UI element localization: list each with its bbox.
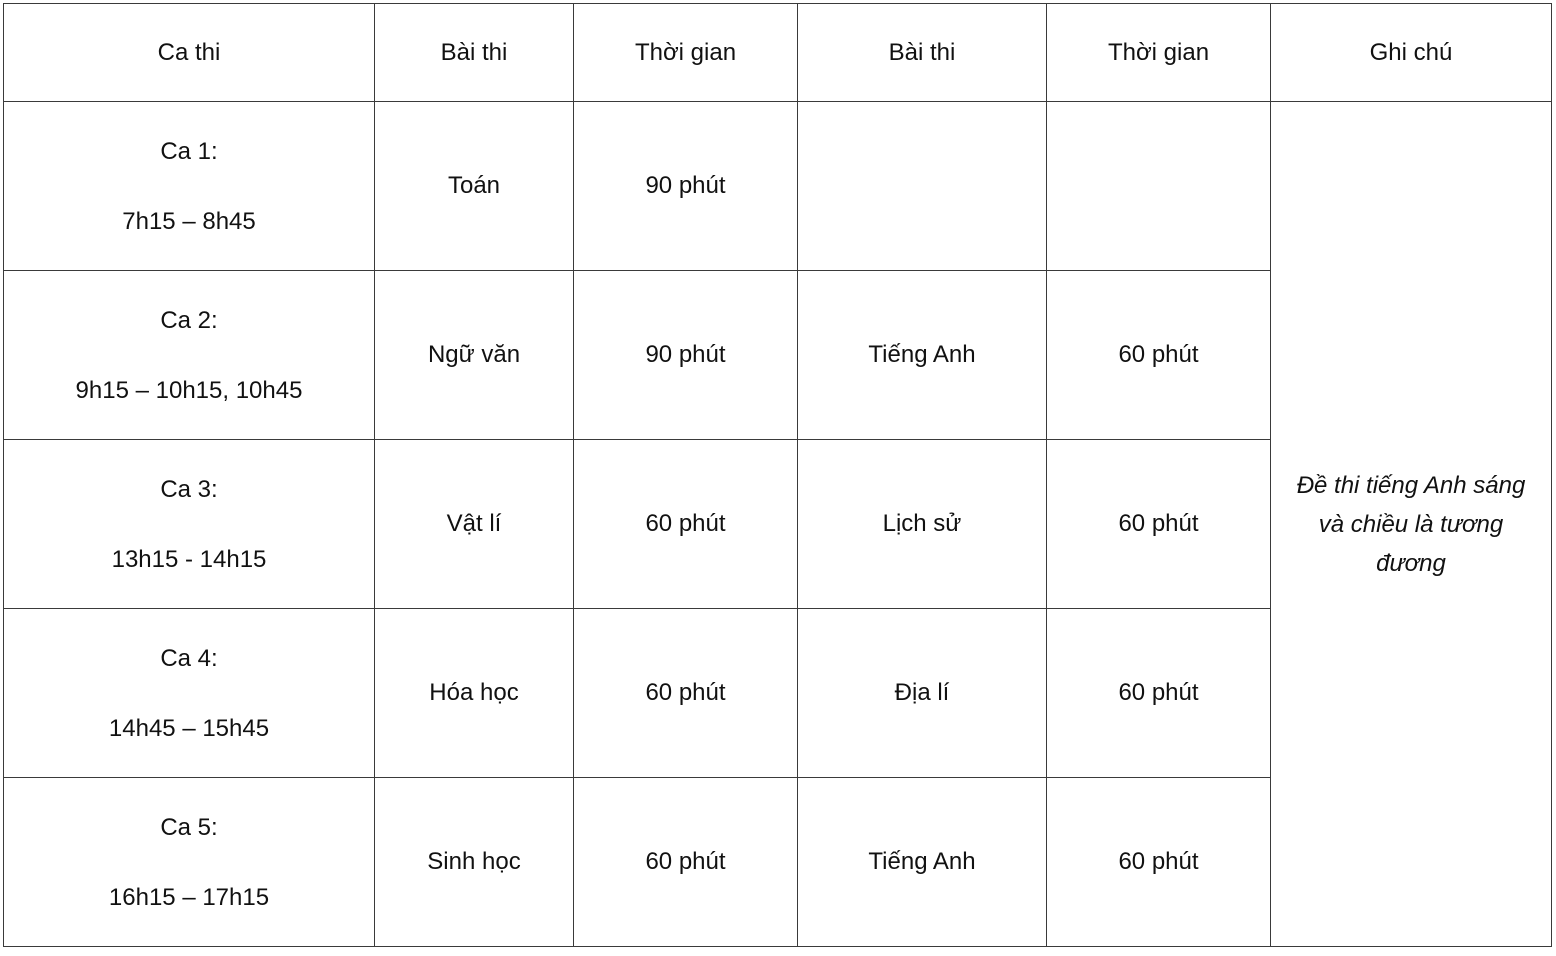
- exam-2-cell: Tiếng Anh: [798, 271, 1047, 440]
- shift-name: Ca 4:: [160, 644, 218, 672]
- exam-2-cell: [798, 102, 1047, 271]
- header-duration-2: Thời gian: [1047, 4, 1271, 102]
- shift-time: 14h45 – 15h45: [108, 714, 270, 742]
- header-note: Ghi chú: [1271, 4, 1552, 102]
- shift-cell: [4, 271, 375, 440]
- shift-name: Ca 3:: [160, 475, 218, 503]
- duration-1-cell: 60 phút: [574, 609, 798, 778]
- header-row: [4, 4, 1552, 102]
- duration-1-cell: 90 phút: [574, 102, 798, 271]
- shift-time: 9h15 – 10h15, 10h45: [75, 376, 303, 404]
- duration-2-cell: 60 phút: [1047, 271, 1271, 440]
- exam-2-cell: Tiếng Anh: [798, 778, 1047, 947]
- header-duration-1: Thời gian: [574, 4, 798, 102]
- shift-name: Ca 1:: [160, 137, 218, 165]
- duration-1-cell: 60 phút: [574, 778, 798, 947]
- duration-2-cell: 60 phút: [1047, 440, 1271, 609]
- exam-1-cell: Ngữ văn: [375, 271, 574, 440]
- shift-name: Ca 5:: [160, 813, 218, 841]
- shift-cell: [4, 440, 375, 609]
- duration-2-cell: [1047, 102, 1271, 271]
- note-cell: Đề thi tiếng Anh sáng và chiều là tương đương: [1271, 102, 1552, 947]
- duration-2-cell: 60 phút: [1047, 609, 1271, 778]
- exam-schedule-table: [3, 3, 1552, 947]
- duration-1-cell: 60 phút: [574, 440, 798, 609]
- shift-name: Ca 2:: [160, 306, 218, 334]
- exam-1-cell: Vật lí: [375, 440, 574, 609]
- shift-cell: [4, 778, 375, 947]
- shift-cell: [4, 609, 375, 778]
- exam-2-cell: Lịch sử: [798, 440, 1047, 609]
- shift-time: 13h15 - 14h15: [111, 545, 267, 573]
- duration-2-cell: 60 phút: [1047, 778, 1271, 947]
- exam-1-cell: Hóa học: [375, 609, 574, 778]
- shift-time: 7h15 – 8h45: [122, 207, 256, 235]
- shift-time: 16h15 – 17h15: [108, 883, 270, 911]
- table-row: [4, 102, 1552, 271]
- exam-2-cell: Địa lí: [798, 609, 1047, 778]
- shift-cell: [4, 102, 375, 271]
- exam-1-cell: Sinh học: [375, 778, 574, 947]
- header-exam-2: Bài thi: [798, 4, 1047, 102]
- header-exam-1: Bài thi: [375, 4, 574, 102]
- duration-1-cell: 90 phút: [574, 271, 798, 440]
- exam-1-cell: Toán: [375, 102, 574, 271]
- header-shift: Ca thi: [4, 4, 375, 102]
